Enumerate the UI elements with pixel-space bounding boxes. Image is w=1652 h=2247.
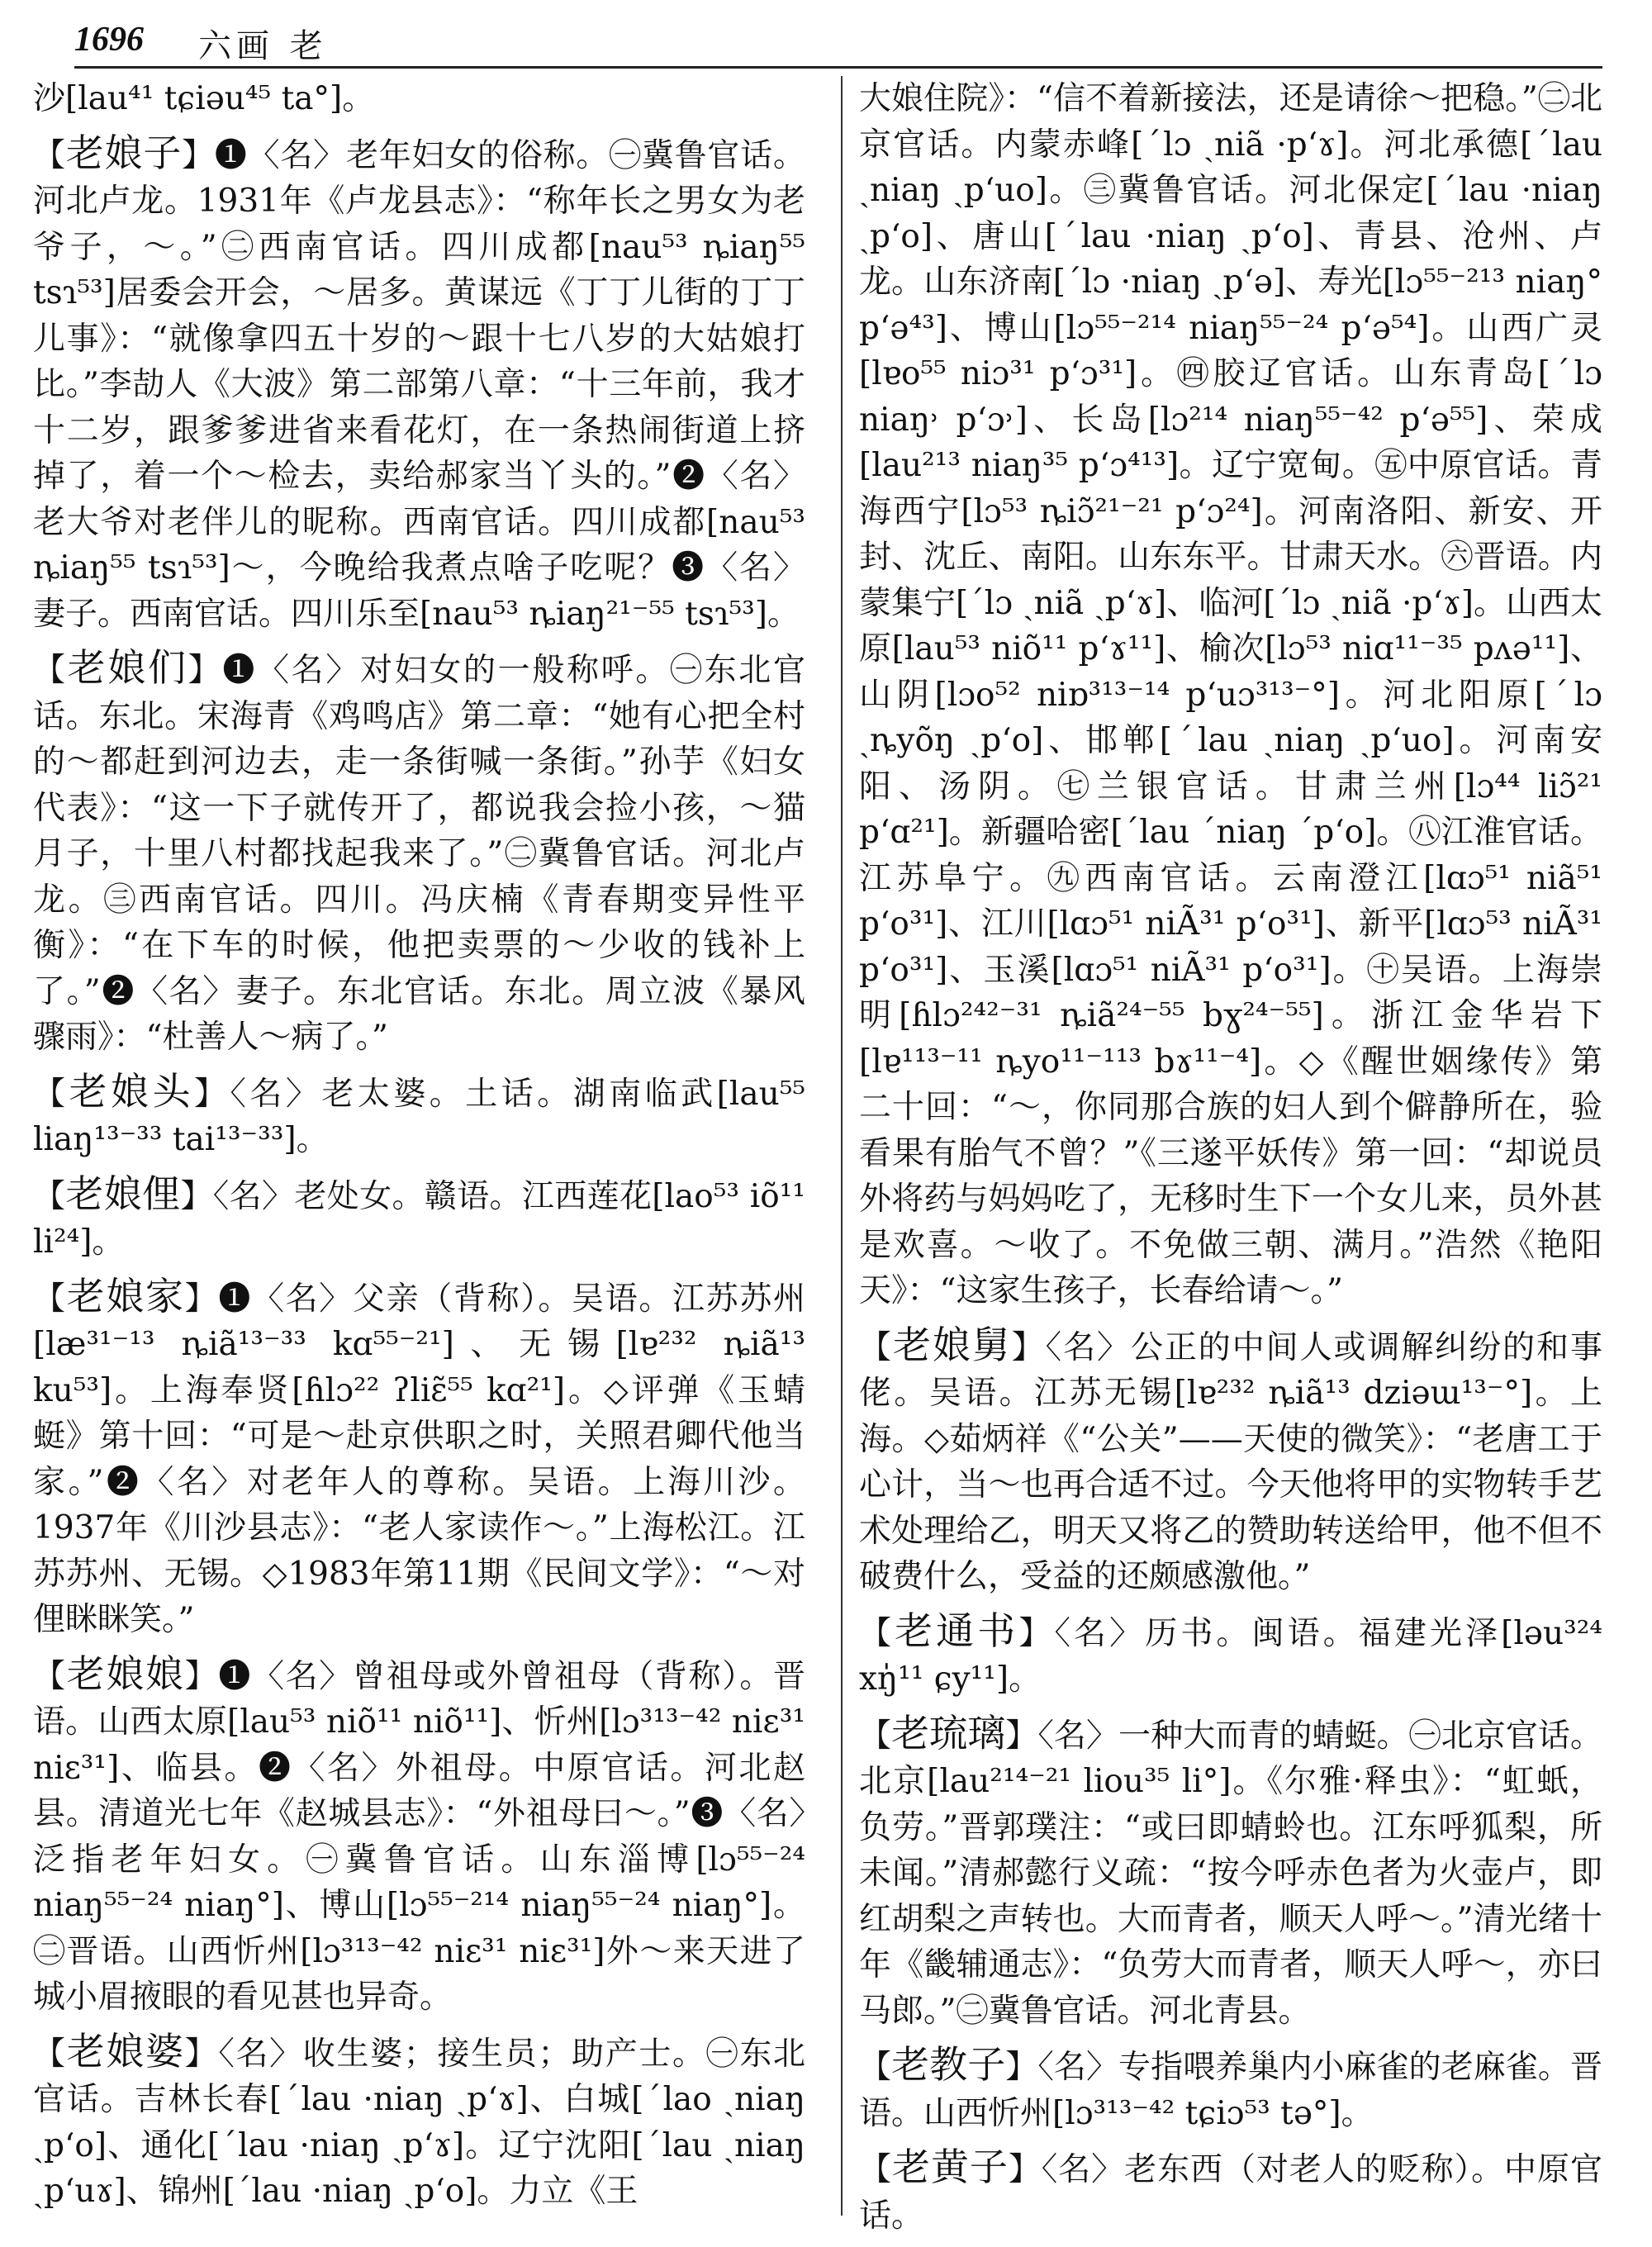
entry-headword: 老娘俚 (65, 1171, 181, 1216)
entry-headword: 老黄子 (891, 2145, 1009, 2189)
entry-body: 〈名〉一种大而青的蜻蜓。㊀北京官话。北京[lau²¹⁴⁻²¹ liou³⁵ li°]。《尔雅·释虫》：“虹蚔，负劳。”晋郭璞注：“或曰即蜻蛉也。江东呼狐梨，所未闻。”清郝懿行义疏：“按今呼赤色者为火壶卢，即红胡梨之声转也。大而青者，顺天人呼～。”清光绪十年《畿辅通志》：“负劳大而青者，顺天人呼～，亦曰马郎。”㊁冀鲁官话。河北青县。 (859, 1717, 1602, 2030)
entry-body: ❶〈名〉对妇女的一般称呼。㊀东北官话。东北。宋海青《鸡鸣店》第二章：“她有心把全村的～都赶到河边去，走一条街喊一条街。”孙芋《妇女代表》：“这一下子就传开了，都说我会捡小孩，～猫月子，十里八村都找起我来了。”㊁冀鲁官话。河北卢龙。㊂西南官话。四川。冯庆楠《青春期变异性平衡》：“在下车的时候，他把卖票的～少收的钱补上了。”❷〈名〉妻子。东北官话。东北。周立波《暴风骤雨》：“杜善人～病了。” (33, 652, 805, 1056)
entry-body: 〈名〉老处女。赣语。江西莲花[lao⁵³ iõ¹¹ li²⁴]。 (33, 1177, 805, 1261)
left-column (33, 76, 805, 2223)
dictionary-entry: 【老娘舅】〈名〉公正的中间人或调解纠纷的和事佬。吴语。江苏无锡[lɐ²³² ȵiã¹³ dziəɯ¹³⁻°]。上海。◇茹炳祥《“公关”——天使的微笑》：“老唐工于心计，当～也再合适不过。今天他将甲的实物转手艺术处理给乙，明天又将乙的赞助转送给甲，他不但不破费什么，受益的还颇感激他。” (859, 1322, 1602, 1595)
entry-body: 〈名〉专指喂养巢内小麻雀的老麻雀。晋语。山西忻州[lɔ³¹³⁻⁴² tɕiɔ⁵³ tə°]。 (859, 2049, 1602, 2132)
dictionary-entry: 【老娘俚】〈名〉老处女。赣语。江西莲花[lao⁵³ iõ¹¹ li²⁴]。 (33, 1171, 805, 1261)
entry-headword: 老娘娘 (66, 1651, 185, 1696)
entry-headword: 老娘子 (65, 130, 183, 175)
entry-body: 〈名〉收生婆；接生员；助产士。㊀东北官话。吉林长春[ˊlau ·niaŋ ˏpʻɤ]、白城[ˊlao ˏniaŋ ˏpʻo]、通化[ˊlau ·niaŋ ˏpʻɤ]。辽宁沈阳[ˊlau ˏniaŋ ˏpʻuɤ]、锦州[ˊlau ·niaŋ ˏpʻo]。力立《王 (33, 2035, 805, 2210)
entry-body: ❶〈名〉父亲（背称）。吴语。江苏苏州[læ³¹⁻¹³ ȵiã¹³⁻³³ kɑ⁵⁵⁻²¹]、无锡[lɐ²³² ȵiã¹³ ku⁵³]。上海奉贤[ɦlɔ²² ʔliɛ̃⁵⁵ kɑ²¹]。◇评弹《玉蜻蜓》第十回：“可是～赴京供职之时，关照君卿代他当家。”❷〈名〉对老年人的尊称。吴语。上海川沙。1937年《川沙县志》：“老人家读作～。”上海松江。江苏苏州、无锡。◇1983年第11期《民间文学》：“～对俚眯眯笑。” (33, 1280, 805, 1638)
entry-body: 〈名〉老太婆。土话。湖南临武[lau⁵⁵ liaŋ¹³⁻³³ tai¹³⁻³³]。 (33, 1075, 805, 1158)
dictionary-entry: 【老教子】〈名〉专指喂养巢内小麻雀的老麻雀。晋语。山西忻州[lɔ³¹³⁻⁴² tɕiɔ⁵³ tə°]。 (859, 2042, 1602, 2132)
entry-body: ❶〈名〉曾祖母或外曾祖母（背称）。晋语。山西太原[lau⁵³ niõ¹¹ niõ¹¹]、忻州[lɔ³¹³⁻⁴² niɛ³¹ niɛ³¹]、临县。❷〈名〉外祖母。中原官话。河北赵县。清道光七年《赵城县志》：“外祖母曰～。”❸〈名〉泛指老年妇女。㊀冀鲁官话。山东淄博[lɔ⁵⁵⁻²⁴ niaŋ⁵⁵⁻²⁴ niaŋ°]、博山[lɔ⁵⁵⁻²¹⁴ niaŋ⁵⁵⁻²⁴ niaŋ°]。㊁晋语。山西忻州[lɔ³¹³⁻⁴² niɛ³¹ niɛ³¹]外～来天进了城小眉掖眼的看见甚也异奇。 (33, 1657, 805, 2016)
entry-body: 〈名〉老东西（对老人的贬称）。中原官话。 (859, 2151, 1602, 2235)
entry-body: 沙[lau⁴¹ tɕiəu⁴⁵ ta°]。 (33, 80, 375, 117)
entry-headword: 老通书 (895, 1608, 1019, 1653)
right-column (859, 76, 1602, 2247)
entry-headword: 老琉璃 (891, 1710, 1006, 1755)
entry-body: ❶〈名〉老年妇女的俗称。㊀冀鲁官话。河北卢龙。1931年《卢龙县志》：“称年长之男女为老爷子，～。”㊁西南官话。四川成都[nau⁵³ ȵiaŋ⁵⁵ tsɿ⁵³]居委会开会，～居多。黄谋远《丁丁儿街的丁丁儿事》：“就像拿四五十岁的～跟十七八岁的大姑娘打比。”李劼人《大波》第二部第八章：“十三年前，我才十二岁，跟爹爹进省来看花灯，在一条热闹街道上挤掉了，着一个～检去，卖给郝家当丫头的。”❷〈名〉老大爷对老伴儿的昵称。西南官话。四川成都[nau⁵³ ȵiaŋ⁵⁵ tsɿ⁵³]～，今晚给我煮点啥子吃呢？❸〈名〉妻子。西南官话。四川乐至[nau⁵³ ȵiaŋ²¹⁻⁵⁵ tsɿ⁵³]。 (33, 136, 805, 633)
dictionary-entry-continuation (859, 76, 1602, 1314)
entry-body: 〈名〉公正的中间人或调解纠纷的和事佬。吴语。江苏无锡[lɐ²³² ȵiã¹³ dziəɯ¹³⁻°]。上海。◇茹炳祥《“公关”——天使的微笑》：“老唐工于心计，当～也再合适不过。今天他将甲的实物转手艺术处理给乙，明天又将乙的赞助转送给甲，他不但不破费什么，受益的还颇感激他。” (859, 1328, 1602, 1595)
page-number: 1696 (74, 21, 144, 59)
dictionary-entry: 【老娘头】〈名〉老太婆。土话。湖南临武[lau⁵⁵ liaŋ¹³⁻³³ tai¹³⁻³³]。 (33, 1068, 805, 1158)
entry-headword: 老娘舅 (892, 1322, 1012, 1367)
running-title: 六画 老 (198, 27, 328, 65)
dictionary-entry: 【老黄子】〈名〉老东西（对老人的贬称）。中原官话。 (859, 2145, 1602, 2235)
entry-body: 〈名〉历书。闽语。福建光泽[ləu³²⁴ xŋ̍¹¹ ɕy¹¹]。 (859, 1614, 1602, 1698)
entry-body: 大娘住院》：“信不着新接法，还是请徐～把稳。”㊁北京官话。内蒙赤峰[ˊlɔ ˏniã ·pʻɤ]。河北承德[ˊlau ˏniaŋ ˏpʻuo]。㊂冀鲁官话。河北保定[ˊlau ·niaŋ ˏpʻo]、唐山[ˊlau ·niaŋ ˏpʻo]、青县、沧州、卢龙。山东济南[ˊlɔ ·niaŋ ˏpʻə]、寿光[lɔ⁵⁵⁻²¹³ niaŋ° pʻə⁴³]、博山[lɔ⁵⁵⁻²¹⁴ niaŋ⁵⁵⁻²⁴ pʻə⁵⁴]。山西广灵[lɐo⁵⁵ niɔ³¹ pʻɔ³¹]。㊃胶辽官话。山东青岛[ˊlɔ niaŋ˒ pʻɔ˒]、长岛[lɔ²¹⁴ niaŋ⁵⁵⁻⁴² pʻə⁵⁵]、荣成[lau²¹³ niaŋ³⁵ pʻɔ⁴¹³]。辽宁宽甸。㊄中原官话。青海西宁[lɔ⁵³ ȵiɔ̃²¹⁻²¹ pʻɔ²⁴]。河南洛阳、新安、开封、沈丘、南阳。山东东平。甘肃天水。㊅晋语。内蒙集宁[ˊlɔ ˏniã ˏpʻɤ]、临河[ˊlɔ ˏniã ·pʻɤ]。山西太原[lau⁵³ niõ¹¹ pʻɤ¹¹]、榆次[lɔ⁵³ niɑ¹¹⁻³⁵ pʌə¹¹]、山阴[lɔo⁵² niɒ³¹³⁻¹⁴ pʻuɔ³¹³⁻°]。河北阳原[ˊlɔ ˏȵyõŋ ˏpʻo]、邯郸[ˊlau ˏniaŋ ˏpʻuo]。河南安阳、汤阴。㊆兰银官话。甘肃兰州[lɔ⁴⁴ liɔ̃²¹ pʻɑ²¹]。新疆哈密[ˊlau ˊniaŋ ˊpʻo]。㊇江淮官话。江苏阜宁。㊈西南官话。云南澄江[lɑɔ⁵¹ niã⁵¹ pʻo³¹]、江川[lɑɔ⁵¹ niÃ³¹ pʻo³¹]、新平[lɑɔ⁵³ niÃ³¹ pʻo³¹]、玉溪[lɑɔ⁵¹ niÃ³¹ pʻo³¹]。㊉吴语。上海崇明[ɦlɔ²⁴²⁻³¹ ȵiã²⁴⁻⁵⁵ bɣ²⁴⁻⁵⁵]。浙江金华岩下[lɐ¹¹³⁻¹¹ ȵyo¹¹⁻¹¹³ bɤ¹¹⁻⁴]。◇《醒世姻缘传》第二十回：“～，你同那合族的妇人到个僻静所在，验看果有胎气不曾？”《三遂平妖传》第一回：“却说员外将药与妈妈吃了，无移时生下一个女儿来，员外甚是欢喜。～收了。不免做三朝、满月。”浩然《艳阳天》：“这家生孩子，长春给请～。” (859, 80, 1602, 1309)
entry-headword: 老娘家 (66, 1273, 185, 1318)
header-rule (74, 66, 1602, 69)
column-divider (841, 76, 843, 2216)
entry-headword: 老娘婆 (66, 2028, 185, 2074)
dictionary-entry-continuation (33, 76, 805, 122)
dictionary-entry: 【老娘家】❶〈名〉父亲（背称）。吴语。江苏苏州[læ³¹⁻¹³ ȵiã¹³⁻³³ kɑ⁵⁵⁻²¹]、无锡[lɐ²³² ȵiã¹³ ku⁵³]。上海奉贤[ɦlɔ²² ʔliɛ̃⁵⁵ kɑ²¹]。◇评弹《玉蜻蜓》第十回：“可是～赴京供职之时，关照君卿代他当家。”❷〈名〉对老年人的尊称。吴语。上海川沙。1937年《川沙县志》：“老人家读作～。”上海松江。江苏苏州、无锡。◇1983年第11期《民间文学》：“～对俚眯眯笑。” (33, 1273, 805, 1638)
entry-headword: 老教子 (891, 2042, 1006, 2087)
dictionary-entry: 【老娘们】❶〈名〉对妇女的一般称呼。㊀东北官话。东北。宋海青《鸡鸣店》第二章：“她有心把全村的～都赶到河边去，走一条街喊一条街。”孙芋《妇女代表》：“这一下子就传开了，都说我会捡小孩，～猫月子，十里八村都找起我来了。”㊁冀鲁官话。河北卢龙。㊂西南官话。四川。冯庆楠《青春期变异性平衡》：“在下车的时候，他把卖票的～少收的钱补上了。”❷〈名〉妻子。东北官话。东北。周立波《暴风骤雨》：“杜善人～病了。” (33, 645, 805, 1056)
dictionary-entry: 【老通书】〈名〉历书。闽语。福建光泽[ləu³²⁴ xŋ̍¹¹ ɕy¹¹]。 (859, 1608, 1602, 1698)
dictionary-entry: 【老琉璃】〈名〉一种大而青的蜻蜓。㊀北京官话。北京[lau²¹⁴⁻²¹ liou³⁵ li°]。《尔雅·释虫》：“虹蚔，负劳。”晋郭璞注：“或曰即蜻蛉也。江东呼狐梨，所未闻。”清郝懿行义疏：“按今呼赤色者为火壶卢，即红胡梨之声转也。大而青者，顺天人呼～。”清光绪十年《畿辅通志》：“负劳大而青者，顺天人呼～，亦曰马郎。”㊁冀鲁官话。河北青县。 (859, 1710, 1602, 2030)
entry-headword: 老娘头 (69, 1068, 194, 1114)
dictionary-entry: 【老娘娘】❶〈名〉曾祖母或外曾祖母（背称）。晋语。山西太原[lau⁵³ niõ¹¹ niõ¹¹]、忻州[lɔ³¹³⁻⁴² niɛ³¹ niɛ³¹]、临县。❷〈名〉外祖母。中原官话。河北赵县。清道光七年《赵城县志》：“外祖母曰～。”❸〈名〉泛指老年妇女。㊀冀鲁官话。山东淄博[lɔ⁵⁵⁻²⁴ niaŋ⁵⁵⁻²⁴ niaŋ°]、博山[lɔ⁵⁵⁻²¹⁴ niaŋ⁵⁵⁻²⁴ niaŋ°]。㊁晋语。山西忻州[lɔ³¹³⁻⁴² niɛ³¹ niɛ³¹]外～来天进了城小眉掖眼的看见甚也异奇。 (33, 1651, 805, 2016)
page-header (74, 17, 1602, 66)
dictionary-entry: 【老娘婆】〈名〉收生婆；接生员；助产士。㊀东北官话。吉林长春[ˊlau ·niaŋ ˏpʻɤ]、白城[ˊlao ˏniaŋ ˏpʻo]、通化[ˊlau ·niaŋ ˏpʻɤ]。辽宁沈阳[ˊlau ˏniaŋ ˏpʻuɤ]、锦州[ˊlau ·niaŋ ˏpʻo]。力立《王 (33, 2028, 805, 2210)
dictionary-entry: 【老娘子】❶〈名〉老年妇女的俗称。㊀冀鲁官话。河北卢龙。1931年《卢龙县志》：“称年长之男女为老爷子，～。”㊁西南官话。四川成都[nau⁵³ ȵiaŋ⁵⁵ tsɿ⁵³]居委会开会，～居多。黄谋远《丁丁儿街的丁丁儿事》：“就像拿四五十岁的～跟十七八岁的大姑娘打比。”李劼人《大波》第二部第八章：“十三年前，我才十二岁，跟爹爹进省来看花灯，在一条热闹街道上挤掉了，着一个～检去，卖给郝家当丫头的。”❷〈名〉老大爷对老伴儿的昵称。西南官话。四川成都[nau⁵³ ȵiaŋ⁵⁵ tsɿ⁵³]～，今晚给我煮点啥子吃呢？❸〈名〉妻子。西南官话。四川乐至[nau⁵³ ȵiaŋ²¹⁻⁵⁵ tsɿ⁵³]。 (33, 130, 805, 633)
entry-headword: 老娘们 (67, 645, 188, 690)
